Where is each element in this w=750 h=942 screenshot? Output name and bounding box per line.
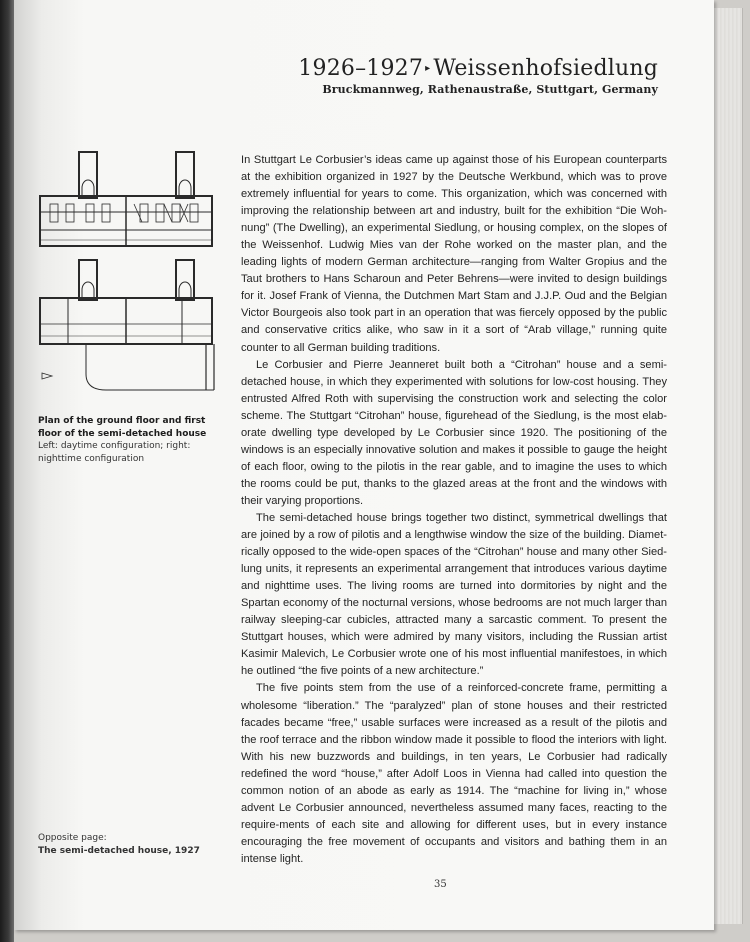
opposite-page-caption xyxy=(38,832,228,857)
book-spine xyxy=(0,0,14,942)
page-subtitle-address: Bruckmannweg, Rathenaustraße, Stuttgart, Germany xyxy=(322,83,658,96)
first-floor-plan xyxy=(40,260,214,390)
paragraph-3: The semi-detached house brings together two distinct, symmetrical dwellings that are joined by a row of pilotis and a lengthwise window the size of the building. Diamet-rically opposed to the wide-open spaces of the “Citrohan” house and many other Sied-lung units, it represents an experimental arrangement that introduces various daytime and nighttime uses. The living rooms are turned into dormitories by night and the Spartan economy of the nocturnal versions, whose bedrooms are not much larger than railway sleeping-car cubicles, attracted many a sarcastic comment. To present the Stuttgart houses, which were admired by many visitors, including the Russian artist Kasimir Malevich, Le Corbusier wrote one of his most influential manifestoes, in which he outlined “the five points of a new architecture.” xyxy=(241,511,667,678)
floor-plans-figure xyxy=(38,148,226,400)
paragraph-1: In Stuttgart Le Corbusier’s ideas came up against those of his European counterparts at the exhibition organized in 1927 by the Deutsche Werkbund, which was to prove extremely influential for years to come. This organization, which was concerned with improving the relationship between art and industry, built for the exhibition “Die Woh-nung” (The Dwelling), an experimental Siedlung, or housing complex, on the slopes of the Weissenhof. Ludwig Mies van der Rohe worked on the master plan, and the leading lights of modern German architecture—ranging from Walter Gropius and the Taut brothers to Hans Scharoun and Peter Behrens—were invited to design buildings for it. Josef Frank of Vienna, the Dutchmen Mart Stam and J.J.P. Oud and the Belgian Victor Bourgeois also took part in an operation that was fiercely opposed by the public and conservative critics alike, who saw in it a sort of “Arab village,” running quite counter to all German building traditions. xyxy=(241,154,667,354)
page-number: 35 xyxy=(434,879,447,890)
title-years: 1926–1927 xyxy=(298,56,424,81)
body-text xyxy=(241,152,667,868)
title-arrow-icon: ▸ xyxy=(425,63,431,74)
page-header xyxy=(226,56,658,96)
figure-caption-title: Plan of the ground floor and first floor of the semi-detached house xyxy=(38,416,207,439)
opposite-label: Opposite page: xyxy=(38,833,107,843)
page-edges xyxy=(714,8,743,924)
ground-floor-plan xyxy=(40,152,212,246)
page-title xyxy=(226,56,658,82)
paragraph-2: Le Corbusier and Pierre Jeanneret built both a “Citrohan” house and a semi-detached house, in which they experimented with solutions for low-cost housing. They entrusted Alfred Roth with supervising the construction work and selecting the color scheme. The Stuttgart “Citrohan” house, figurehead of the Siedlung, is the most elab-orate dwelling type developed by Le Corbusier since 1920. The positioning of the windows is an especially innovative solution and makes it possible to gauge the height of each floor, owing to the pilotis in the rear gable, and to imagine the uses to which the rooms could be put, thanks to the glazed areas at the front and the windows with their varying proportions. xyxy=(241,358,667,507)
figure-caption-text: Left: daytime configuration; right: nighttime configuration xyxy=(38,441,191,464)
figure-caption xyxy=(38,415,228,465)
title-name: Weissenhofsiedlung xyxy=(433,56,658,81)
paragraph-4: The five points stem from the use of a reinforced-concrete frame, permitting a wholesome “liberation.” The “paralyzed” plan of stone houses and their restricted facades became “free,” usable surfaces were increased as a result of the pilotis and the roof terrace and the ribbon window made it possible to flood the interiors with light. With his new buzzwords and buildings, in ten years, Le Corbusier had radically redefined the word “house,” after Adolf Loos in Vienna had called into question the common notion of an abode as early as 1914. The “machine for living in,” whose advent Le Corbusier announced, nevertheless assumed many faces, reacting to the require-ments of each site and allowing for different uses, but in every instance encouraging the free movement of occupants and visitors and bathing them in an intense light. xyxy=(241,682,667,865)
opposite-title: The semi-detached house, 1927 xyxy=(38,845,200,856)
